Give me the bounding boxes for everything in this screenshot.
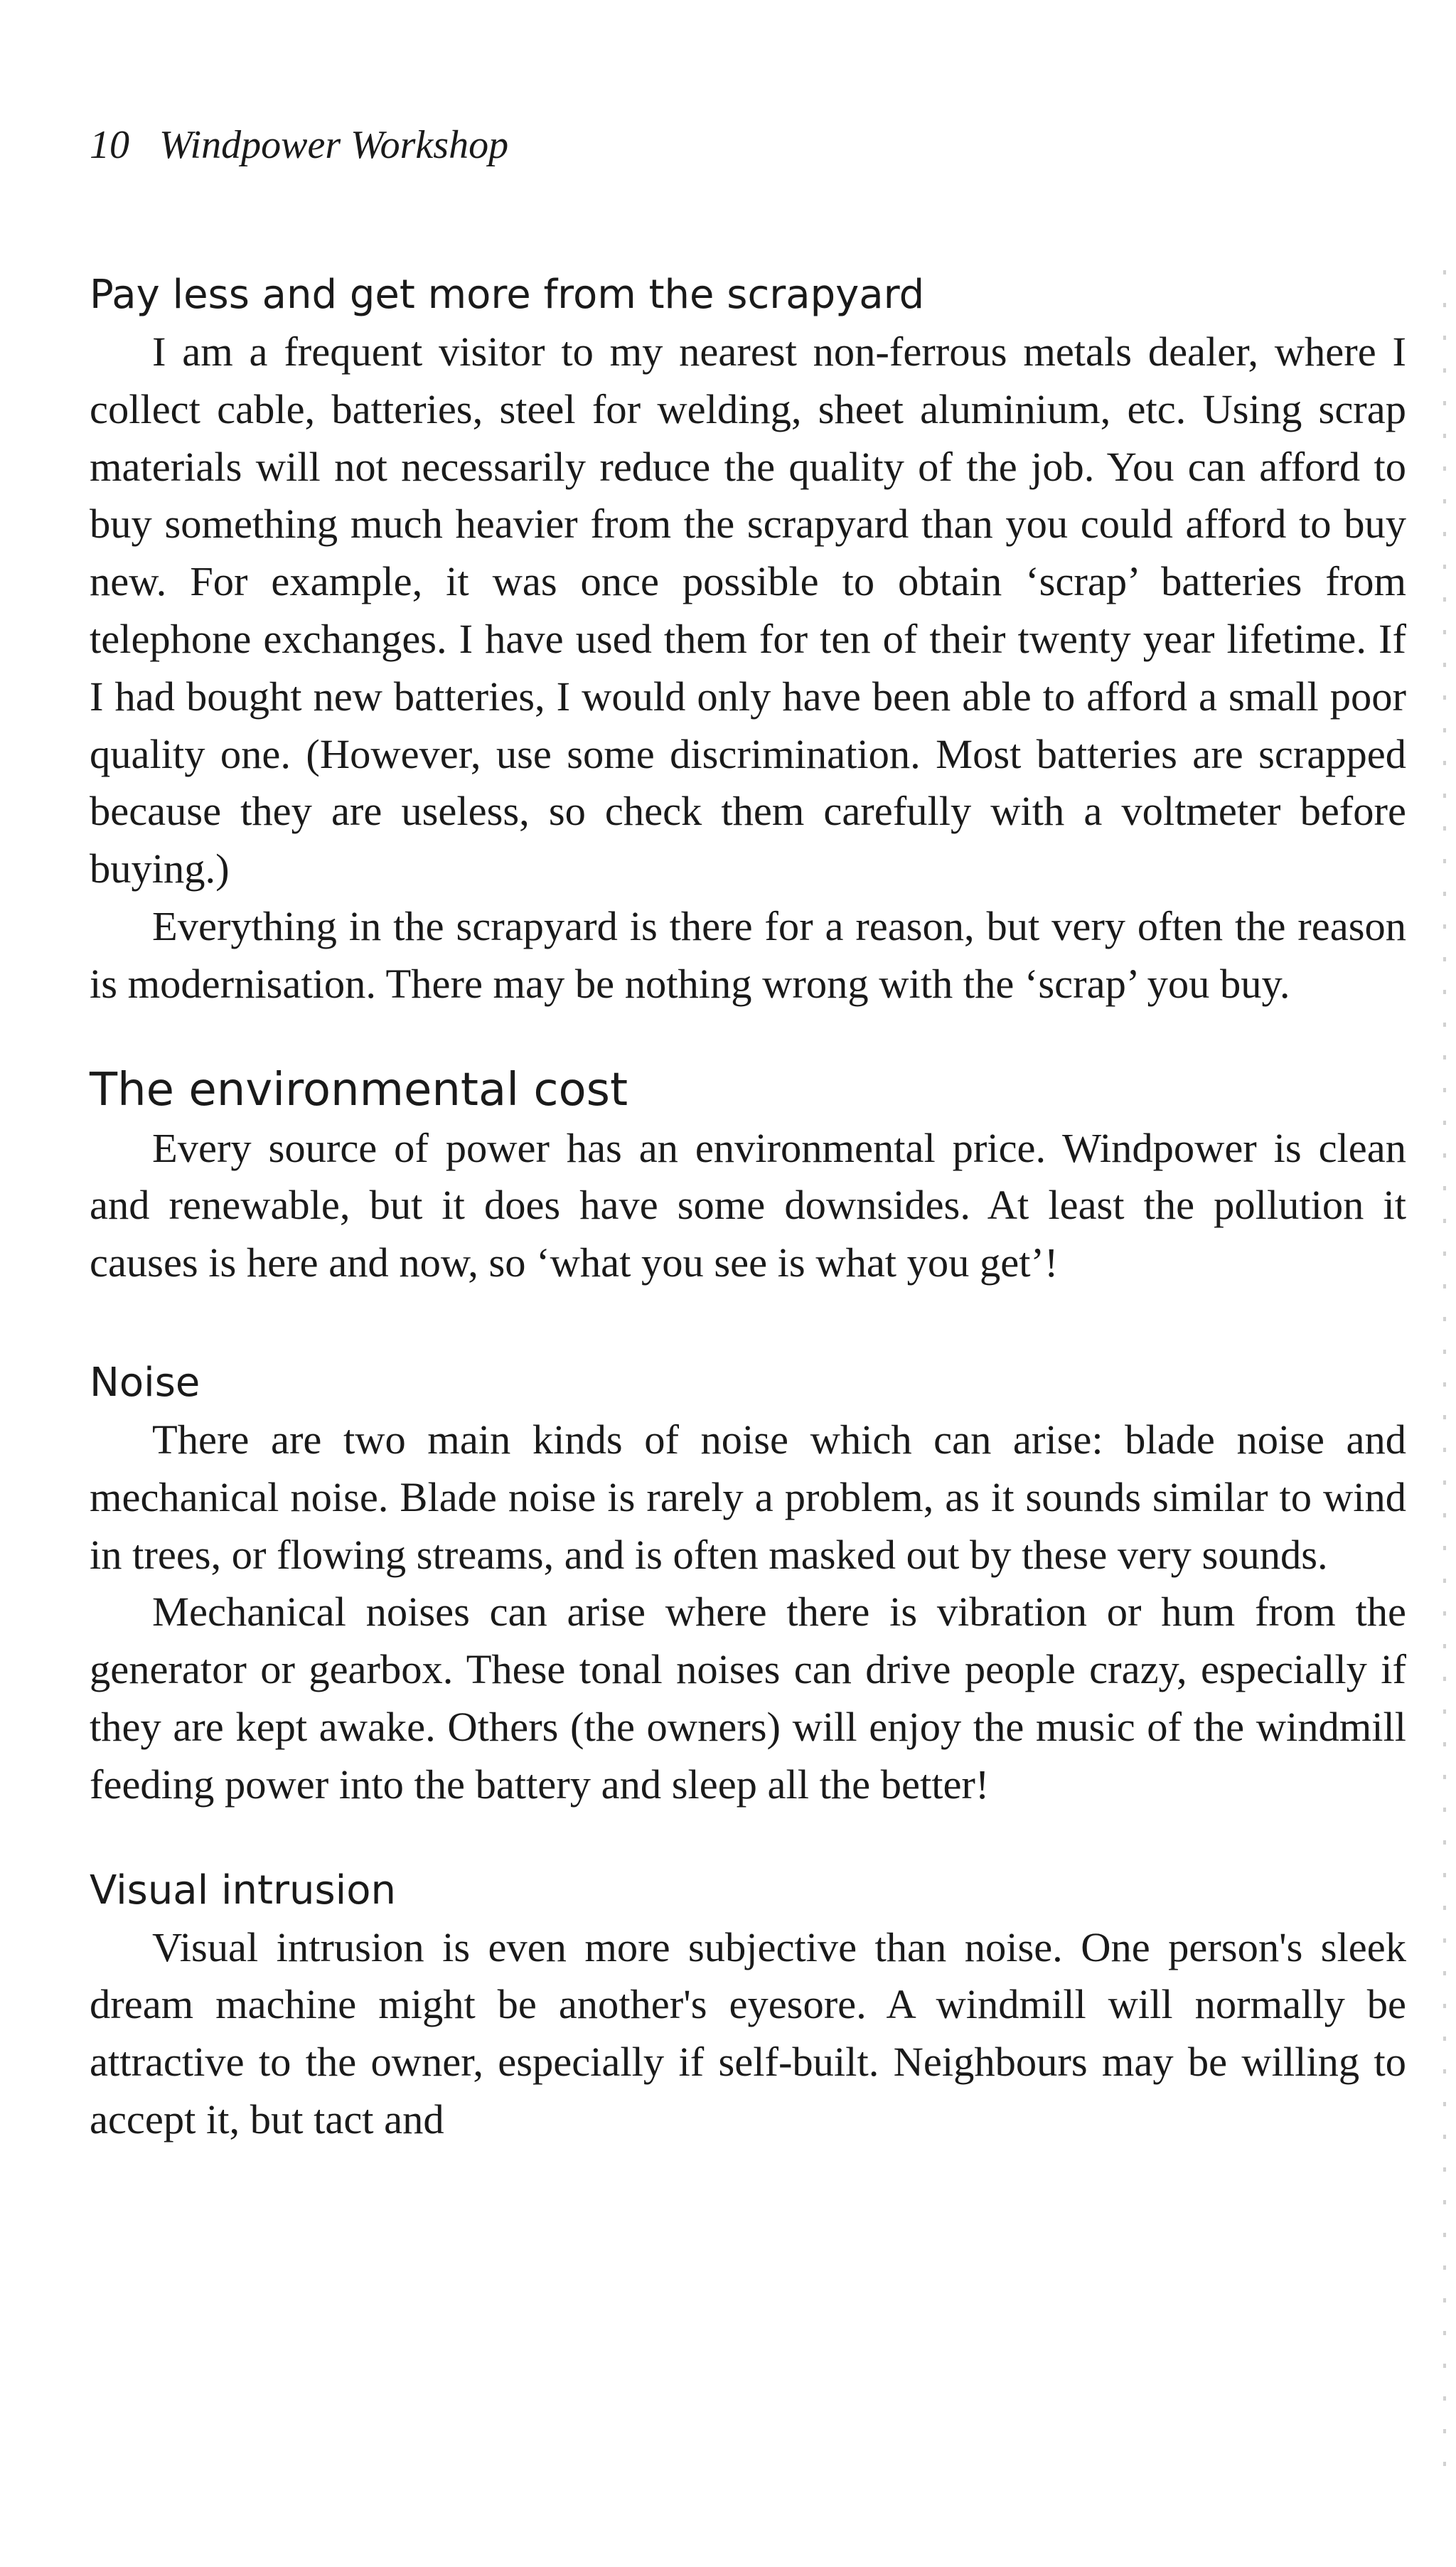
- scan-edge-marks: [1443, 270, 1446, 2475]
- paragraph: I am a frequent visitor to my nearest non-ferrous metals dealer, where I collect cable, batteries, steel for welding, sheet aluminium, etc. Using scrap materials will not necessarily reduce the quality of the job. You can afford to buy something much heavier from the scrapyard than you could afford to buy new. For example, it was once possible to obtain ‘scrap’ batteries from telephone exchanges. I have used them for ten of their twenty year lifetime. If I had bought new batteries, I would only have been able to afford a small poor quality one. (However, use some discrimination. Most batteries are scrapped because they are useless, so check them carefully with a voltmeter before buying.): [90, 329, 1406, 892]
- heading-noise: Noise: [90, 1359, 200, 1406]
- heading-environmental-cost: The environmental cost: [90, 1063, 628, 1116]
- spacer: [90, 1814, 1406, 1862]
- spacer: [90, 1013, 1406, 1060]
- page-body: [90, 267, 1406, 2149]
- page-number: 10: [90, 123, 129, 167]
- paragraph: Every source of power has an environmental price. Windpower is clean and renewable, but it does have some downsides. At least the pollution it causes is here and now, so ‘what you see is what you get’!: [90, 1124, 1406, 1286]
- paragraph: Mechanical noises can arise where there is vibration or hum from the generator or gearbox. These tonal noises can drive people crazy, especially if they are kept awake. Others (the owners) will enjoy the music of the windmill feeding power into the battery and sleep all the better!: [90, 1589, 1406, 1808]
- running-head: [90, 119, 508, 171]
- spacer: [90, 1292, 1406, 1355]
- book-title: Windpower Workshop: [159, 123, 509, 167]
- paragraph: There are two main kinds of noise which can arise: blade noise and mechanical noise. Blade noise is rarely a problem, as it sounds similar to wind in trees, or flowing streams, and is often masked out by these very sounds.: [90, 1416, 1406, 1578]
- heading-scrapyard: Pay less and get more from the scrapyard: [90, 272, 925, 318]
- paragraph: Everything in the scrapyard is there for a reason, but very often the reason is modernisation. There may be nothing wrong with the ‘scrap’ you buy.: [90, 902, 1406, 1007]
- paragraph: Visual intrusion is even more subjective than noise. One person's sleek dream machine might be another's eyesore. A windmill will normally be attractive to the owner, especially if self-built. Neighbours may be willing to accept it, but tact and: [90, 1923, 1406, 2142]
- heading-visual-intrusion: Visual intrusion: [90, 1867, 396, 1914]
